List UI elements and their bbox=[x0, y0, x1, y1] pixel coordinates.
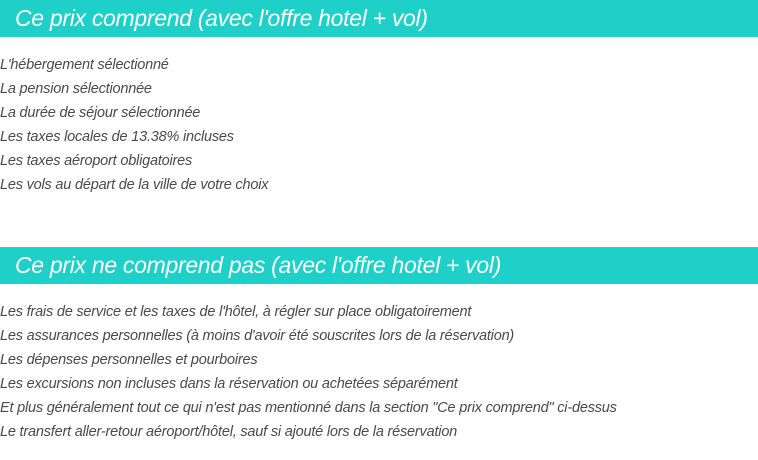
list-item: Et plus généralement tout ce qui n'est pas mentionné dans la section "Ce prix comprend" ci-dessus bbox=[0, 400, 617, 416]
list-item: La durée de séjour sélectionnée bbox=[0, 105, 201, 121]
list-item: Les taxes locales de 13.38% incluses bbox=[0, 129, 234, 145]
excluded-section-title: Ce prix ne comprend pas (avec l'offre hotel + vol) bbox=[0, 247, 758, 284]
list-item: Les vols au départ de la ville de votre choix bbox=[0, 177, 269, 193]
included-section-title: Ce prix comprend (avec l'offre hotel + vol) bbox=[0, 0, 758, 37]
excluded-items-list bbox=[0, 300, 617, 444]
list-item: L'hébergement sélectionné bbox=[0, 57, 169, 73]
list-item: Les excursions non incluses dans la réservation ou achetées séparément bbox=[0, 376, 458, 392]
list-item: Les taxes aéroport obligatoires bbox=[0, 153, 193, 169]
list-item: Le transfert aller-retour aéroport/hôtel, sauf si ajouté lors de la réservation bbox=[0, 424, 458, 440]
list-item: La pension sélectionnée bbox=[0, 81, 152, 97]
list-item: Les frais de service et les taxes de l'hôtel, à régler sur place obligatoirement bbox=[0, 304, 472, 320]
list-item: Les assurances personnelles (à moins d'avoir été souscrites lors de la réservation) bbox=[0, 328, 515, 344]
list-item: Les dépenses personnelles et pourboires bbox=[0, 352, 258, 368]
included-items-list bbox=[0, 53, 268, 197]
